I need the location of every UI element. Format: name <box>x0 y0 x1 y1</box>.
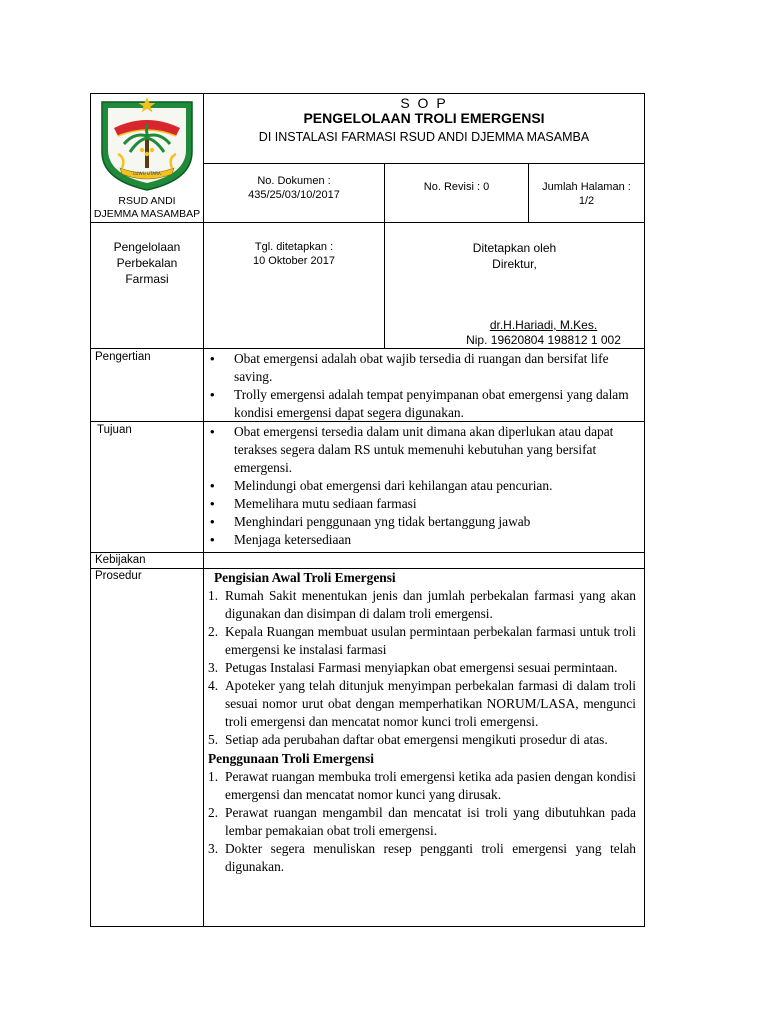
prosedur-step: 2. Kepala Ruangan membuat usulan permintaan perbekalan farmasi untuk troli emergensi ke instalasi farmasi <box>208 624 636 657</box>
tujuan-content <box>204 423 640 549</box>
hospital-name <box>91 195 203 221</box>
category-cell <box>91 239 203 287</box>
doc-number-label: No. Dokumen : <box>257 175 331 187</box>
approval-line2: Direktur, <box>492 257 537 271</box>
hospital-name-line2: DJEMMA MASAMBAP <box>93 208 201 220</box>
doc-number-value: 435/25/03/10/2017 <box>248 189 340 201</box>
prosedur-step: 2. Perawat ruangan mengambil dan mencatat isi troli yang dibutuhkan pada lembar pemakaian obat troli emergensi. <box>208 805 636 838</box>
table-border-bottom <box>90 926 645 927</box>
hospital-name-line1: RSUD ANDI <box>118 195 176 207</box>
signer-name: dr.H.Hariadi, M.Kes. <box>489 318 598 332</box>
pengertian-item: • Obat emergensi adalah obat wajib tersedia di ruangan dan bersifat life saving. <box>204 350 640 386</box>
document-title: PENGELOLAAN TROLI EMERGENSI <box>303 110 545 126</box>
category-line3: Farmasi <box>125 272 169 286</box>
prosedur-step: 3. Dokter segera menuliskan resep pengganti troli emergensi yang telah digunakan. <box>208 841 636 874</box>
signer-cell <box>385 318 644 348</box>
category-line1: Pengelolaan <box>113 240 181 254</box>
prosedur-group2-title: Penggunaan Troli Emergensi <box>208 751 374 766</box>
prosedur-group1-list <box>208 587 636 749</box>
prosedur-step: 1. Perawat ruangan membuka troli emergensi ketika ada pasien dengan kondisi emergensi dan mencatat nomor kunci yang dirusak. <box>208 769 636 802</box>
prosedur-label: Prosedur <box>95 570 142 582</box>
approval-cell <box>385 240 644 272</box>
kebijakan-label: Kebijakan <box>95 554 146 566</box>
tujuan-item: • Menghindari penggunaan yng tidak bertanggung jawab <box>204 513 640 531</box>
prosedur-step: 3. Petugas Instalasi Farmasi menyiapkan obat emergensi sesuai permintaan. <box>208 660 618 675</box>
tujuan-item: • Menjaga ketersediaan <box>204 531 640 549</box>
prosedur-content <box>208 569 636 876</box>
row-divider-meta <box>90 222 645 223</box>
tujuan-label: Tujuan <box>97 424 132 436</box>
approval-line1: Ditetapkan oleh <box>472 241 557 255</box>
date-label: Tgl. ditetapkan : <box>254 241 334 253</box>
page-count-label: Jumlah Halaman : <box>542 181 631 193</box>
prosedur-group1-title: Pengisian Awal Troli Emergensi <box>214 570 396 585</box>
prosedur-group2-list <box>208 768 636 876</box>
header-divider <box>204 163 645 164</box>
prosedur-step: 1. Rumah Sakit menentukan jenis dan jumlah perbekalan farmasi yang akan digunakan dan disimpan di dalam troli emergensi. <box>208 588 636 621</box>
page-count-cell <box>529 180 644 208</box>
doc-number-cell <box>204 174 384 202</box>
page-count-value: 1/2 <box>578 195 595 207</box>
pengertian-content <box>204 350 640 422</box>
document-subtitle: DI INSTALASI FARMASI RSUD ANDI DJEMMA MASAMBA <box>258 130 590 144</box>
prosedur-step: 4. Apoteker yang telah ditunjuk menyimpan perbekalan farmasi di dalam troli sesuai nomor urut obat dengan memperhatikan NORUM/LASA, mengunci troli emergensi dan mencatat nomor kunci troli emergensi. <box>208 678 636 729</box>
tujuan-item: • Obat emergensi tersedia dalam unit dimana akan diperlukan atau dapat terakses segera dalam RS untuk memenuhi kebutuhan yang bersifat emergensi. <box>204 423 640 477</box>
prosedur-step: 5. Setiap ada perubahan daftar obat emergensi mengikuti prosedur di atas. <box>208 732 608 747</box>
tujuan-item: • Memelihara mutu sediaan farmasi <box>204 495 640 513</box>
logo-banner-text: LUWU UTARA <box>133 171 161 176</box>
regency-logo-icon <box>96 94 198 192</box>
signer-nip: Nip. 19620804 198812 1 002 <box>466 333 621 347</box>
category-line2: Perbekalan <box>116 256 178 270</box>
tujuan-item: • Melindungi obat emergensi dari kehilangan atau pencurian. <box>204 477 640 495</box>
row-divider-pengertian <box>90 348 645 349</box>
date-value: 10 Oktober 2017 <box>253 255 335 267</box>
pengertian-item: • Trolly emergensi adalah tempat penyimpanan obat emergensi yang dalam kondisi emergensi dapat segera digunakan. <box>204 386 640 422</box>
date-cell <box>204 240 384 268</box>
pengertian-label: Pengertian <box>95 351 151 363</box>
revision-cell <box>385 180 528 194</box>
table-border-right <box>644 93 645 927</box>
revision-text: No. Revisi : 0 <box>423 181 490 193</box>
sop-label: S O P <box>400 95 448 111</box>
